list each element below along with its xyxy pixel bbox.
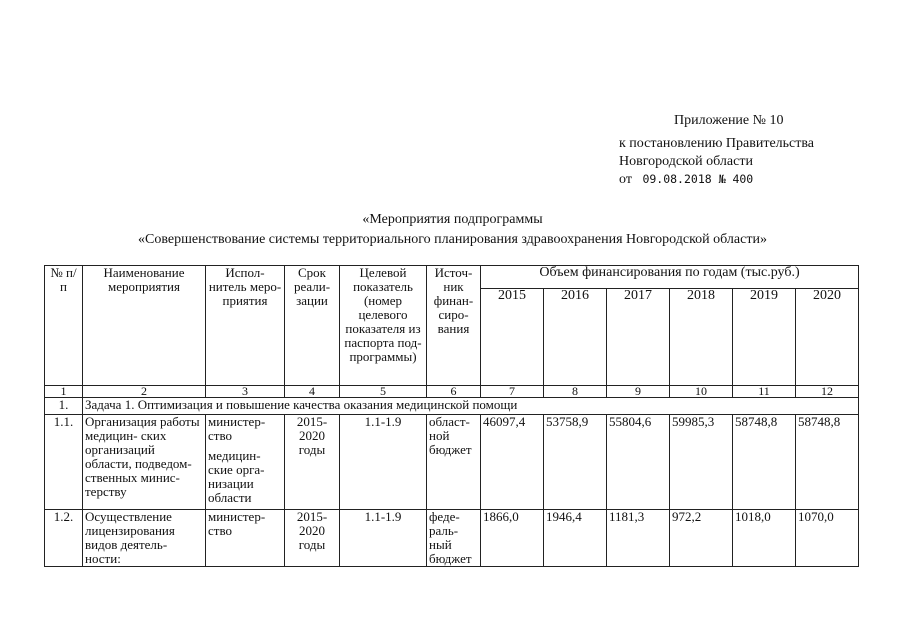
col-header-num: № п/п <box>45 266 83 386</box>
executor-cell <box>206 510 285 567</box>
column-number: 4 <box>285 386 340 398</box>
document-title-line2: «Совершенствование системы территориального планирования здравоохранения Новгородской области» <box>138 232 767 247</box>
executor-organizations: медицин- ские орга- низации области <box>208 448 265 505</box>
decree-date-line <box>619 170 753 189</box>
executor-cell <box>206 415 285 510</box>
funding-value: 53758,9 <box>544 415 607 510</box>
col-header-name: Наименование мероприятия <box>83 266 206 386</box>
decree-reference-line1: к постановлению Правительства <box>619 136 815 151</box>
task-row <box>45 398 859 415</box>
term-cell: 2015- 2020 годы <box>285 415 340 510</box>
activity-name: Осуществление лицензирования видов деятель- ности: <box>83 510 206 567</box>
task-number: 1. <box>45 398 83 415</box>
executor-ministry: министер- ство <box>208 414 266 443</box>
col-header-year: 2017 <box>607 289 670 386</box>
col-header-indicator: Целевой показатель (номер целевого показателя из паспорта под- программы) <box>340 266 427 386</box>
column-number: 10 <box>670 386 733 398</box>
col-header-year: 2016 <box>544 289 607 386</box>
column-number: 5 <box>340 386 427 398</box>
funding-value: 1070,0 <box>796 510 859 567</box>
column-number: 12 <box>796 386 859 398</box>
decree-from-word: от <box>619 172 632 187</box>
col-header-year: 2018 <box>670 289 733 386</box>
document-title-line1: «Мероприятия подпрограммы <box>362 212 543 227</box>
column-number: 11 <box>733 386 796 398</box>
col-header-year: 2019 <box>733 289 796 386</box>
task-text: Задача 1. Оптимизация и повышение качества оказания медицинской помощи <box>83 398 859 415</box>
activities-table <box>44 265 859 567</box>
row-number: 1.2. <box>45 510 83 567</box>
indicator-cell: 1.1-1.9 <box>340 510 427 567</box>
executor-ministry: министер- ство <box>208 509 266 538</box>
decree-reference-line2: Новгородской области <box>619 154 753 169</box>
appendix-label: Приложение № 10 <box>674 113 784 128</box>
term-cell: 2015- 2020 годы <box>285 510 340 567</box>
column-number: 3 <box>206 386 285 398</box>
funding-value: 1181,3 <box>607 510 670 567</box>
funding-value: 46097,4 <box>481 415 544 510</box>
column-number: 7 <box>481 386 544 398</box>
col-header-funding: Объем финансирования по годам (тыс.руб.) <box>481 266 859 289</box>
row-number: 1.1. <box>45 415 83 510</box>
source-cell: област- ной бюджет <box>427 415 481 510</box>
column-number: 8 <box>544 386 607 398</box>
column-number-row <box>45 386 859 398</box>
decree-date-number: 09.08.2018 № 400 <box>642 172 754 186</box>
column-number: 2 <box>83 386 206 398</box>
funding-value: 1946,4 <box>544 510 607 567</box>
indicator-cell: 1.1-1.9 <box>340 415 427 510</box>
table-row <box>45 510 859 567</box>
funding-value: 55804,6 <box>607 415 670 510</box>
source-cell: феде- раль- ный бюджет <box>427 510 481 567</box>
funding-value: 972,2 <box>670 510 733 567</box>
table-row <box>45 415 859 510</box>
funding-value: 59985,3 <box>670 415 733 510</box>
col-header-source: Источ- ник финан- сиро- вания <box>427 266 481 386</box>
funding-value: 1866,0 <box>481 510 544 567</box>
table-header-row <box>45 266 859 289</box>
activity-name: Организация работы медицин- ских организаций области, подведом- ственных минис- терству <box>83 415 206 510</box>
col-header-year: 2020 <box>796 289 859 386</box>
col-header-term: Срок реали- зации <box>285 266 340 386</box>
column-number: 1 <box>45 386 83 398</box>
funding-value: 58748,8 <box>733 415 796 510</box>
column-number: 9 <box>607 386 670 398</box>
funding-value: 58748,8 <box>796 415 859 510</box>
col-header-executor: Испол- нитель меро- приятия <box>206 266 285 386</box>
funding-value: 1018,0 <box>733 510 796 567</box>
column-number: 6 <box>427 386 481 398</box>
col-header-year: 2015 <box>481 289 544 386</box>
